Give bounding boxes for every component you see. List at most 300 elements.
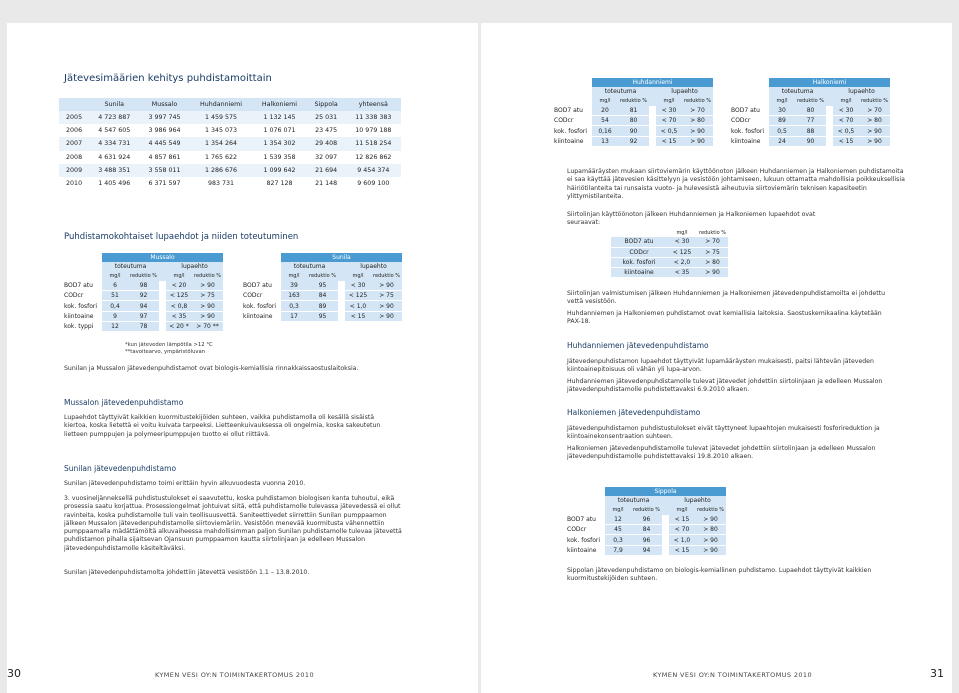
unit-row	[567, 506, 726, 515]
gap-cell	[159, 291, 166, 301]
value-cell: > 80	[695, 525, 726, 535]
table-caption: Halkoniemi	[769, 78, 890, 87]
row-label: BOD7 atu	[243, 282, 272, 290]
unit-header: reduktio %	[699, 229, 727, 236]
sippola-table-wrap	[567, 487, 726, 556]
row-label: kok. fosfori	[567, 536, 601, 544]
flow-header-cell: Mussalo	[139, 98, 189, 111]
value-cell: > 90	[695, 515, 726, 525]
value-cell: 90	[795, 136, 826, 146]
gap-cell	[338, 311, 345, 321]
value-cell: 13	[592, 136, 618, 146]
mussalo-table-wrap	[64, 253, 223, 332]
group-row	[64, 262, 223, 271]
spacer-cell	[731, 78, 769, 87]
gap-cell	[649, 126, 656, 136]
value-cell: < 30	[345, 281, 371, 291]
table-caption: Huhdanniemi	[592, 78, 713, 87]
value-cell: 89	[769, 116, 795, 126]
unit-row	[611, 228, 728, 237]
value-cell: > 90	[371, 301, 402, 311]
flow-cell: 1 099 642	[252, 164, 306, 177]
left-page	[7, 23, 478, 660]
caption-row	[64, 253, 223, 262]
huhdanniemi-paragraph-2: Huhdanniemen jätevedenpuhdistamolle tulevat jätevedet johdettiin siirtolinjaan ja edelleen Mussalon jätevedenpuhdistamolle puhdistettavaksi 6.9.2010 alkaen.	[567, 378, 883, 394]
value-cell: < 0,5	[833, 126, 859, 136]
right-footer	[481, 660, 952, 693]
value-cell: 89	[307, 301, 338, 311]
value-cell: < 0,8	[166, 301, 192, 311]
flow-cell: 10 979 188	[346, 124, 401, 137]
gap-cell	[338, 281, 345, 291]
flow-cell: 11 338 383	[346, 111, 401, 124]
halkoniemi-paragraph-1: Jätevedenpuhdistamon puhdistustulokset eivät täyttyneet lupaehtojen mukaisesti fosforireduktion ja kiintoainekonsentraation suhteen.	[567, 425, 880, 441]
flow-header-cell: yhteensä	[346, 98, 401, 111]
sunila-paragraph-3: Sunilan jätevedenpuhdistamolta johdettiin jätevettä vesistöön 1.1 – 13.8.2010.	[64, 569, 310, 576]
value-cell: > 90	[192, 301, 223, 311]
spacer-cell	[554, 97, 592, 106]
flow-cell: 32 097	[307, 151, 346, 164]
spacer-cell	[64, 253, 102, 262]
value-cell: > 90	[682, 136, 713, 146]
spacer-cell	[64, 272, 102, 281]
value-cell: 84	[631, 525, 662, 535]
table-row	[731, 126, 890, 136]
footer-text-left: KYMEN VESI OY:N TOIMINTAKERTOMUS 2010	[155, 671, 314, 679]
gap-cell	[826, 126, 833, 136]
flow-cell: 23 475	[307, 124, 346, 137]
gap-cell	[649, 97, 656, 106]
flow-cell: 2009	[59, 164, 89, 177]
value-cell: < 15	[669, 515, 695, 525]
value-cell: 30	[769, 106, 795, 116]
group-row	[243, 262, 402, 271]
value-cell: < 15	[669, 545, 695, 555]
value-cell: 51	[102, 291, 128, 301]
unit-header: reduktio %	[620, 98, 648, 105]
table-caption: Sunila	[281, 253, 402, 262]
right-paragraph-2: Siirtolinjan käyttöönoton jälkeen Huhdanniemen ja Halkoniemen lupaehdot ovat seuraavat:	[567, 211, 816, 227]
spacer-cell	[243, 262, 281, 271]
table-row	[64, 281, 223, 291]
value-cell: 80	[618, 116, 649, 126]
flow-cell: 1 765 622	[190, 151, 253, 164]
flow-header-cell: Halkoniemi	[252, 98, 306, 111]
spacer-cell	[243, 253, 281, 262]
flow-cell: 11 518 254	[346, 137, 401, 150]
caption-row	[243, 253, 402, 262]
flow-cell: 2005	[59, 111, 89, 124]
value-cell: 0,5	[769, 126, 795, 136]
flow-cell: 3 488 351	[89, 164, 139, 177]
unit-header: reduktio %	[633, 507, 661, 514]
value-cell: > 90	[192, 311, 223, 321]
toteutuma-header: toteutuma	[102, 262, 159, 271]
table-row	[611, 237, 728, 247]
value-cell: < 35	[166, 311, 192, 321]
flow-cell: 9 609 100	[346, 177, 401, 190]
value-cell: < 30	[833, 106, 859, 116]
value-cell: 92	[128, 291, 159, 301]
spacer-cell	[567, 487, 605, 496]
value-cell: 84	[307, 291, 338, 301]
value-cell: 78	[128, 322, 159, 332]
table-row	[59, 177, 401, 190]
row-label: BOD7 atu	[731, 107, 760, 115]
row-label: kok. fosfori	[64, 302, 98, 310]
caption-row	[731, 78, 890, 87]
value-cell: 94	[631, 545, 662, 555]
value-cell: < 0,5	[656, 126, 682, 136]
lupaehto-header: lupaehto	[345, 262, 402, 271]
table-row	[64, 301, 223, 311]
value-cell: 95	[307, 281, 338, 291]
value-cell: > 90	[371, 281, 402, 291]
table-row	[567, 525, 726, 535]
performance-table	[243, 253, 402, 322]
value-cell: < 1,0	[345, 301, 371, 311]
table-row	[554, 126, 713, 136]
row-label: kok. typpi	[64, 323, 94, 331]
unit-header: reduktio %	[194, 273, 222, 280]
lupaehto-header: lupaehto	[166, 262, 223, 271]
gap-cell	[338, 272, 345, 281]
table-row	[611, 257, 728, 267]
value-cell: > 80	[682, 116, 713, 126]
value-cell: < 30	[656, 106, 682, 116]
table-row	[64, 291, 223, 301]
table-row	[59, 124, 401, 137]
right-page	[481, 23, 952, 660]
value-cell: > 90	[859, 136, 890, 146]
flow-cell: 1 354 302	[252, 137, 306, 150]
table-row	[731, 116, 890, 126]
table-row	[59, 151, 401, 164]
gap-cell	[159, 322, 166, 332]
value-cell: > 90	[682, 126, 713, 136]
unit-header: mg/l	[605, 506, 631, 515]
spacer-cell	[567, 506, 605, 515]
table-row	[554, 136, 713, 146]
table-row	[64, 311, 223, 321]
unit-header: reduktio %	[373, 273, 401, 280]
table-row	[554, 116, 713, 126]
table-row	[731, 136, 890, 146]
table-row	[554, 106, 713, 116]
unit-header: reduktio %	[309, 273, 337, 280]
row-label: BOD7 atu	[64, 282, 93, 290]
value-cell: > 70	[697, 237, 728, 247]
unit-header: mg/l	[345, 272, 371, 281]
value-cell: > 90	[695, 545, 726, 555]
performance-table	[64, 253, 223, 332]
value-cell: 0,16	[592, 126, 618, 136]
flow-cell: 21 148	[307, 177, 346, 190]
gap-cell	[662, 515, 669, 525]
footer-text-right: KYMEN VESI OY:N TOIMINTAKERTOMUS 2010	[653, 671, 812, 679]
value-cell: 0,3	[605, 535, 631, 545]
flow-cell: 21 694	[307, 164, 346, 177]
value-cell: > 90	[859, 126, 890, 136]
group-row	[567, 496, 726, 505]
spacer-cell	[731, 87, 769, 96]
flow-cell: 983 731	[190, 177, 253, 190]
row-label: kiintoaine	[567, 546, 597, 554]
table-row	[731, 106, 890, 116]
toteutuma-header: toteutuma	[592, 87, 649, 96]
table-row	[59, 137, 401, 150]
unit-header: reduktio %	[130, 273, 158, 280]
unit-header: reduktio %	[697, 507, 725, 514]
gap-cell	[826, 136, 833, 146]
value-cell: < 2,0	[667, 257, 697, 267]
flow-cell: 1 354 264	[190, 137, 253, 150]
value-cell: 0,4	[102, 301, 128, 311]
value-cell: < 20 *	[166, 322, 192, 332]
row-label: kiintoaine	[64, 312, 94, 320]
lupaehto-header: lupaehto	[656, 87, 713, 96]
flow-cell: 1 459 575	[190, 111, 253, 124]
value-cell: 45	[605, 525, 631, 535]
flow-heading: Jätevesimäärien kehitys puhdistamoittain	[64, 73, 272, 84]
value-cell: 12	[102, 322, 128, 332]
flow-cell: 1 286 676	[190, 164, 253, 177]
flow-cell: 2007	[59, 137, 89, 150]
value-cell: 92	[618, 136, 649, 146]
spacer-cell	[243, 272, 281, 281]
page-number-right: 31	[930, 667, 944, 680]
value-cell: < 125	[166, 291, 192, 301]
value-cell: < 30	[667, 237, 697, 247]
performance-table	[567, 487, 726, 556]
gap-cell	[662, 545, 669, 555]
value-cell: 80	[795, 106, 826, 116]
table-row	[64, 322, 223, 332]
gap-cell	[826, 97, 833, 106]
huhdanniemi-paragraph-1: Jätevedenpuhdistamon lupaehdot täyttyivät lupamääräysten mukaisesti, paitsi lähtevän jäteveden kiintoainepitoisuus oli vähän yli lupa-arvon.	[567, 358, 874, 374]
row-label: BOD7 atu	[554, 107, 583, 115]
value-cell: < 125	[345, 291, 371, 301]
table-row	[567, 545, 726, 555]
table-caption: Sippola	[605, 487, 726, 496]
row-label: CODcr	[64, 292, 84, 300]
value-cell: 24	[769, 136, 795, 146]
flow-cell: 25 031	[307, 111, 346, 124]
flow-cell: 9 454 374	[346, 164, 401, 177]
table-row	[611, 247, 728, 257]
flow-cell: 1 405 496	[89, 177, 139, 190]
performance-table	[731, 78, 890, 147]
value-cell: 6	[102, 281, 128, 291]
unit-header: mg/l	[592, 97, 618, 106]
gap-cell	[649, 106, 656, 116]
flow-header-cell: Huhdanniemi	[190, 98, 253, 111]
caption-row	[567, 487, 726, 496]
bio-chem-note: Sunilan ja Mussalon jätevedenpuhdistamot ovat biologis-kemiallisia rinnakkaissaostuslaitoksia.	[64, 365, 359, 372]
flow-cell: 827 128	[252, 177, 306, 190]
unit-row	[731, 97, 890, 106]
value-cell: 163	[281, 291, 307, 301]
gap-cell	[826, 116, 833, 126]
table-row	[59, 111, 401, 124]
row-label: kiintoaine	[731, 137, 761, 145]
value-cell: < 125	[667, 247, 697, 257]
row-label: kiintoaine	[611, 268, 667, 278]
flow-header-cell	[59, 98, 89, 111]
mussalo-heading: Mussalon jätevedenpuhdistamo	[64, 398, 184, 407]
value-cell: > 90	[697, 268, 728, 278]
flow-cell: 2006	[59, 124, 89, 137]
unit-header: mg/l	[669, 506, 695, 515]
value-cell: 0,3	[281, 301, 307, 311]
mussalo-text: Lupaehdot täyttyivät kaikkien kuormitustekijöiden suhteen, vaikka puhdistamolla oli kesällä sisäistä kiertoa, koska lietettä ei voitu kuivata tarpeeksi. Lietteenkuivauksessa oli ongelmia, koska sakeutetun lietteen pumppujen ja polymeeripumppujen tuotto ei ollut riittävä.	[64, 414, 381, 438]
unit-header: mg/l	[833, 97, 859, 106]
gap-cell	[159, 311, 166, 321]
table-caption: Mussalo	[102, 253, 223, 262]
flow-cell: 3 558 011	[139, 164, 189, 177]
gap-cell	[159, 281, 166, 291]
sunila-table-wrap	[243, 253, 402, 322]
flow-cell: 6 371 597	[139, 177, 189, 190]
value-cell: < 15	[656, 136, 682, 146]
flow-cell: 12 826 862	[346, 151, 401, 164]
value-cell: > 70	[859, 106, 890, 116]
flow-cell: 1 345 073	[190, 124, 253, 137]
flow-header-cell: Sippola	[307, 98, 346, 111]
group-row	[554, 87, 713, 96]
sunila-paragraph-1: Sunilan jätevedenpuhdistamo toimi erittäin hyvin alkuvuodesta vuonna 2010.	[64, 480, 306, 487]
row-label: BOD7 atu	[567, 516, 596, 524]
row-label: CODcr	[243, 292, 263, 300]
unit-header: mg/l	[166, 272, 192, 281]
perf-heading: Puhdistamokohtaiset lupaehdot ja niiden toteutuminen	[64, 232, 299, 242]
table-row	[243, 301, 402, 311]
value-cell: < 70	[656, 116, 682, 126]
value-cell: 90	[618, 126, 649, 136]
sunila-heading: Sunilan jätevedenpuhdistamo	[64, 464, 177, 473]
table-row	[567, 515, 726, 525]
gap-cell	[159, 262, 166, 271]
flow-cell: 1 076 071	[252, 124, 306, 137]
sippola-paragraph: Sippolan jätevedenpuhdistamo on biologis-kemiallinen puhdistamo. Lupaehdot täyttyivät kaikkien kuormitustekijöiden suhteen.	[567, 567, 872, 583]
flow-cell: 4 723 887	[89, 111, 139, 124]
huhdanniemi-table-wrap	[554, 78, 713, 147]
mussalo-footnotes	[125, 342, 213, 355]
unit-header: reduktio %	[684, 98, 712, 105]
flow-cell: 3 986 964	[139, 124, 189, 137]
value-cell: > 80	[697, 257, 728, 267]
gap-cell	[159, 272, 166, 281]
gap-cell	[662, 506, 669, 515]
unit-header: reduktio %	[861, 98, 889, 105]
table-row	[243, 291, 402, 301]
value-cell: 39	[281, 281, 307, 291]
group-row	[731, 87, 890, 96]
value-cell: 77	[795, 116, 826, 126]
caption-row	[554, 78, 713, 87]
unit-header: reduktio %	[797, 98, 825, 105]
row-label: CODcr	[554, 117, 574, 125]
value-cell: 96	[631, 535, 662, 545]
value-cell: 17	[281, 311, 307, 321]
gap-cell	[159, 301, 166, 311]
value-cell: 81	[618, 106, 649, 116]
value-cell: > 80	[859, 116, 890, 126]
flow-cell: 4 857 861	[139, 151, 189, 164]
row-label: kok. fosfori	[243, 302, 277, 310]
value-cell: < 15	[345, 311, 371, 321]
row-label: kok. fosfori	[611, 257, 667, 267]
requirements-table	[611, 228, 728, 278]
table-row	[243, 281, 402, 291]
row-label: CODcr	[567, 526, 587, 534]
value-cell: 88	[795, 126, 826, 136]
spacer-cell	[731, 97, 769, 106]
halkoniemi-paragraph-2: Halkoniemen jätevedenpuhdistamolle tulevat jätevedet johdettiin siirtolinjaan ja edelleen Mussalon jätevedenpuhdistamolle puhdistettavaksi 19.8.2010 alkaen.	[567, 445, 876, 461]
flow-cell: 4 631 924	[89, 151, 139, 164]
value-cell: 98	[128, 281, 159, 291]
flow-table	[59, 98, 401, 190]
unit-header: mg/l	[656, 97, 682, 106]
flow-table-header	[59, 98, 401, 111]
halkoniemi-table-wrap	[731, 78, 890, 147]
row-label: kok. fosfori	[554, 127, 588, 135]
row-label: BOD7 atu	[611, 237, 667, 247]
value-cell: 97	[128, 311, 159, 321]
toteutuma-header: toteutuma	[769, 87, 826, 96]
unit-header: mg/l	[676, 229, 688, 236]
value-cell: 7,9	[605, 545, 631, 555]
unit-header: mg/l	[281, 272, 307, 281]
value-cell: < 20	[166, 281, 192, 291]
gap-cell	[338, 262, 345, 271]
footnote-1: *kun jäteveden lämpötila >12 °C	[125, 342, 213, 348]
value-cell: 95	[307, 311, 338, 321]
value-cell: > 90	[371, 311, 402, 321]
sunila-paragraph-2: 3. vuosineljänneksellä puhdistustulokset ei saavutettu, koska puhdistamon biologisen kanta tuhoutui, eikä prosessia saatu korjattua. Prosessiongelmat johtuivat siitä, että puhdistamolle tulevassa jätevedessä ei ollut ravinteita, koska puhdistamolle tuli vain teollisuusvettä. Saniteettivedet siirrettiin Sunilan pumppaamon jälkeen Mussalon jätevedenpuhdistamolle siirtoviemäriin. Vesistöön menevää kuormitusta vähennettiin pumppaamalla mädättämöltä alkuvaiheessa mahdollisimman paljon Sunilan puhdistamolle tulevaa jätevettä puhdistamon pihalla sijaitsevan Ojansuun pumppaamon kautta siirtolinjaan ja edelleen Mussalon jätevedenpuhdistamolle käsiteltäväksi.	[64, 495, 402, 552]
value-cell: 96	[631, 515, 662, 525]
gap-cell	[826, 87, 833, 96]
lupaehto-header: lupaehto	[833, 87, 890, 96]
flow-cell: 2008	[59, 151, 89, 164]
gap-cell	[649, 116, 656, 126]
gap-cell	[662, 525, 669, 535]
spacer-cell	[554, 78, 592, 87]
right-paragraph-1: Lupamääräysten mukaan siirtoviemärin käyttöönoton jälkeen Huhdanniemen ja Halkoniemen puhdistamoita ei saa käyttää jätevesien käsittelyyn ja vesistöön johtamiseen, lukuun ottamatta mahdollisia poikkeuksellisia häiriötilanteita tai runsaista vuoto- ja hulevesistä aiheutuvia siirtoviemärin teknisen kapasiteetin ylittymistilanteita.	[567, 168, 905, 200]
halkoniemi-heading: Halkoniemen jätevedenpuhdistamo	[567, 408, 701, 417]
flow-cell: 1 539 358	[252, 151, 306, 164]
footnote-2: **tavoitearvo, ympäristöluvan	[125, 348, 206, 355]
lupaehto-header: lupaehto	[669, 496, 726, 505]
value-cell: > 70	[682, 106, 713, 116]
toteutuma-header: toteutuma	[281, 262, 338, 271]
flow-cell: 1 132 145	[252, 111, 306, 124]
spacer-cell	[554, 87, 592, 96]
flow-cell: 2010	[59, 177, 89, 190]
value-cell: > 75	[697, 247, 728, 257]
row-label: kiintoaine	[554, 137, 584, 145]
value-cell: > 75	[371, 291, 402, 301]
row-label: kok. fosfori	[731, 127, 765, 135]
table-row	[59, 164, 401, 177]
unit-row	[243, 272, 402, 281]
row-label: kiintoaine	[243, 312, 273, 320]
value-cell: < 70	[669, 525, 695, 535]
gap-cell	[662, 535, 669, 545]
gap-cell	[649, 87, 656, 96]
gap-cell	[826, 106, 833, 116]
value-cell: 9	[102, 311, 128, 321]
